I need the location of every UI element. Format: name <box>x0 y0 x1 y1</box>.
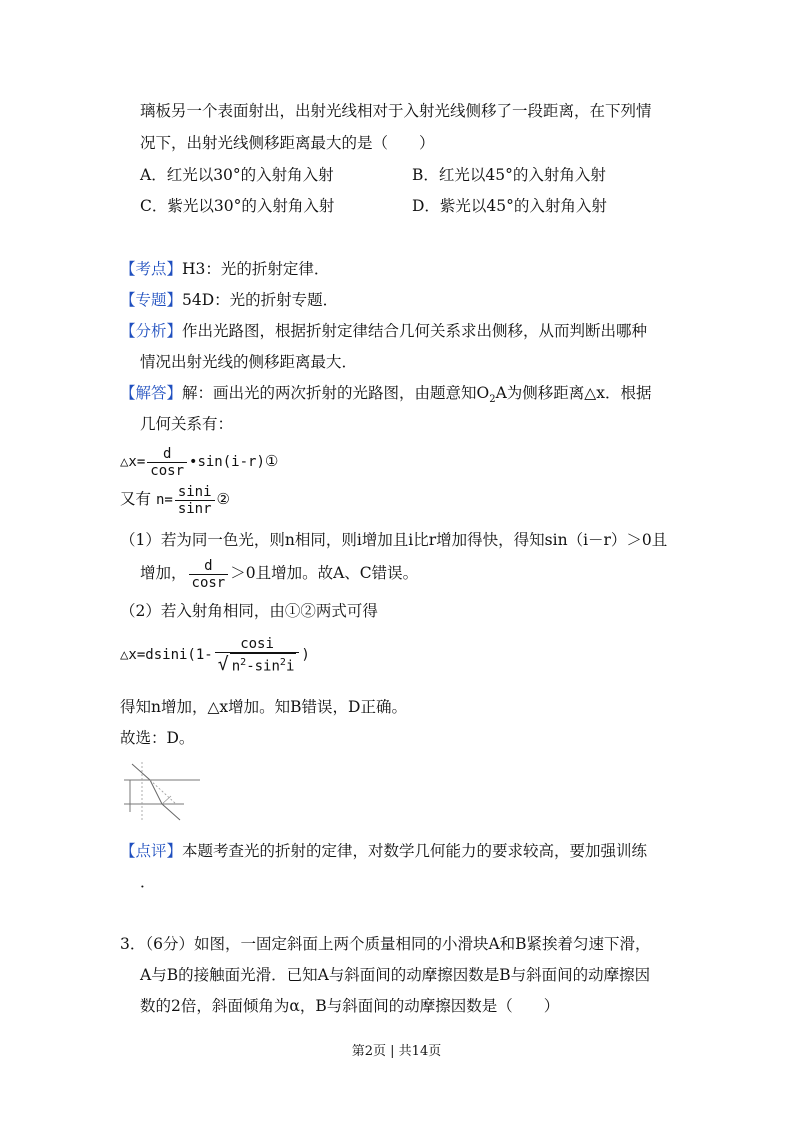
question-3-line: A与B的接触面光滑．已知A与斜面间的动摩擦因数是B与斜面间的动摩擦因 <box>140 966 651 984</box>
extended-ray <box>150 780 176 804</box>
eq-marker: ② <box>216 490 230 508</box>
radicand-i: i <box>285 658 295 675</box>
fraction-numerator: sini <box>175 484 215 501</box>
incident-ray <box>132 764 150 780</box>
light-path-diagram <box>124 760 202 822</box>
option-c: C．紫光以30°的入射角入射 <box>140 197 335 215</box>
fenxi-text-line: 情况出射光线的侧移距离最大． <box>140 353 358 371</box>
equation-2 <box>120 482 230 517</box>
question-text-line: 璃板另一个表面射出，出射光线相对于入射光线侧移了一段距离，在下列情 <box>140 102 652 120</box>
dianping-text-line: ． <box>140 873 156 891</box>
zhuanti-tag: 【专题】 <box>120 291 183 309</box>
radical-sign-icon: √ <box>217 654 229 676</box>
answer: 故选：D。 <box>120 729 195 747</box>
question-3-line: 3．（6分）如图，一固定斜面上两个质量相同的小滑块A和B紧挨着匀速下滑， <box>120 935 651 953</box>
kaodian-section <box>120 259 329 279</box>
offset-marker <box>162 796 171 804</box>
fraction <box>175 484 215 517</box>
page-footer: 第2页 | 共14页 <box>351 1044 442 1059</box>
radicand <box>230 653 297 675</box>
dianping-section <box>120 841 647 861</box>
jieda-text: A为侧移距离△x．根据 <box>495 384 652 402</box>
conclusion: 得知n增加，△x增加。知B错误，D正确。 <box>120 698 407 716</box>
eq-text: •sin(i-r) <box>189 454 265 470</box>
eq-text: ＞0且增加。故A、C错误。 <box>230 564 419 582</box>
eq-text: △x=dsini(1- <box>120 647 213 663</box>
jieda-text-line: 几何关系有： <box>140 415 234 433</box>
eq-text: 又有 <box>120 490 152 508</box>
refracted-ray <box>150 780 162 804</box>
fraction-denominator: sinr <box>177 500 212 517</box>
solution-part-2: （2）若入射角相同，由①②两式可得 <box>120 602 378 620</box>
fraction-denominator: cosr <box>191 574 226 591</box>
subscript: 2 <box>489 394 496 406</box>
exit-ray <box>162 804 180 820</box>
fraction-numerator: cosi <box>215 636 300 653</box>
fenxi-text-line: 作出光路图，根据折射定律结合几何关系求出侧移，从而判断出哪种 <box>182 322 648 340</box>
eq-text: ) <box>301 647 310 663</box>
dianping-text: 本题考查光的折射的定律，对数学几何能力的要求较高，要加强训练 <box>182 842 648 860</box>
eq-text: △x= <box>120 454 146 470</box>
kaodian-tag: 【考点】 <box>120 260 183 278</box>
equation-1 <box>120 444 278 479</box>
radicand-sin: -sin <box>246 658 280 675</box>
jieda-tag: 【解答】 <box>120 384 183 402</box>
option-d: D．紫光以45°的入射角入射 <box>412 197 607 215</box>
option-b: B．红光以45°的入射角入射 <box>412 166 606 184</box>
zhuanti-section <box>120 290 338 310</box>
fraction-numerator: d <box>147 446 187 463</box>
eq-marker: ① <box>264 452 279 470</box>
fraction <box>147 446 187 479</box>
eq-text: 增加， <box>140 564 187 582</box>
radicand-n: n <box>231 658 241 675</box>
fraction-denominator: cosr <box>150 462 185 479</box>
fraction <box>215 636 300 675</box>
superscript: 2 <box>240 656 247 668</box>
superscript: 2 <box>279 656 286 668</box>
fraction-denominator <box>215 653 300 675</box>
zhuanti-text: 54D：光的折射专题． <box>182 291 339 309</box>
option-a: A．红光以30°的入射角入射 <box>140 166 334 184</box>
question-text-line: 况下，出射光线侧移距离最大的是（ ） <box>140 134 435 152</box>
jieda-section <box>120 383 651 410</box>
fenxi-tag: 【分析】 <box>120 322 183 340</box>
eq-text: n= <box>155 492 173 508</box>
solution-part-1: （1）若为同一色光，则n相同，则i增加且i比r增加得快，得知sin（i－r）＞0且 <box>120 531 668 549</box>
fenxi-section <box>120 321 647 341</box>
fraction-numerator: d <box>189 558 229 575</box>
solution-part-1-cont <box>140 556 418 591</box>
kaodian-text: H3：光的折射定律． <box>182 260 330 278</box>
square-root <box>218 653 297 675</box>
dianping-tag: 【点评】 <box>120 842 183 860</box>
equation-3 <box>120 632 310 677</box>
question-3-line: 数的2倍，斜面倾角为α，B与斜面间的动摩擦因数是（ ） <box>140 997 560 1015</box>
fraction <box>189 558 229 591</box>
jieda-text: 解：画出光的两次折射的光路图，由题意知O <box>182 384 490 402</box>
